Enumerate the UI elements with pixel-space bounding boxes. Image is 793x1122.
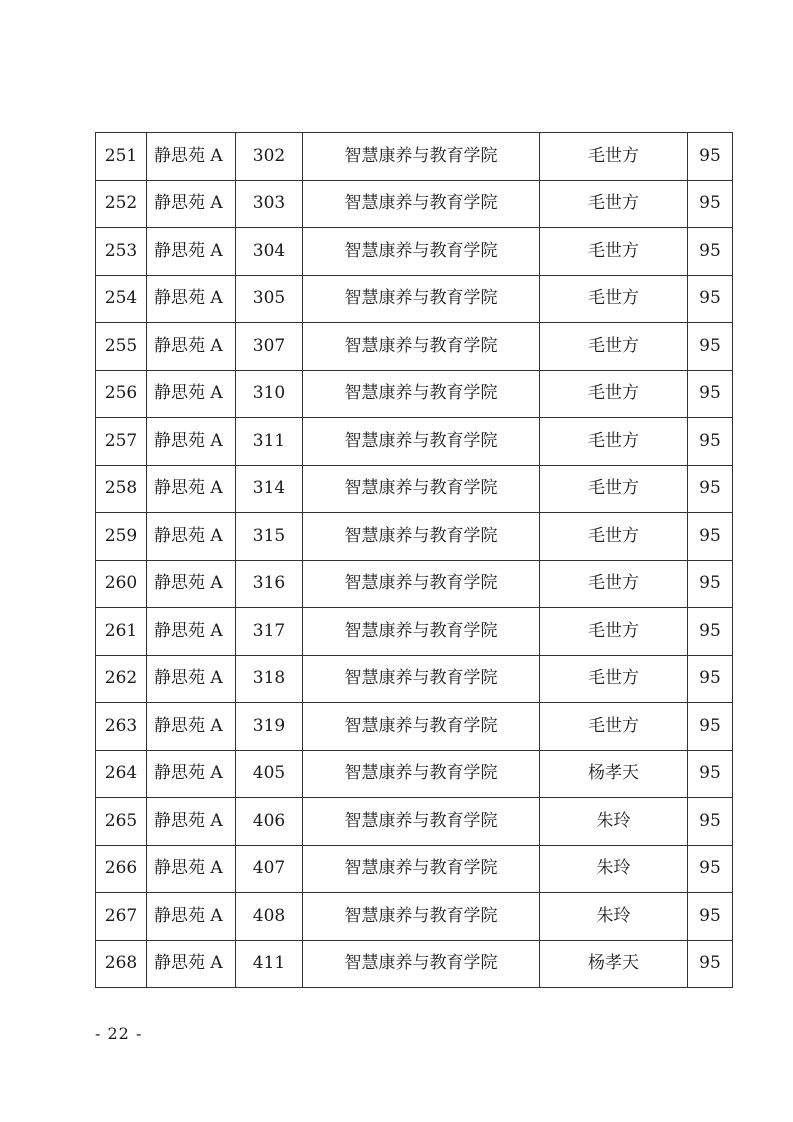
score-cell: 95 <box>688 418 733 466</box>
table-row <box>96 798 733 846</box>
score-cell: 95 <box>688 513 733 561</box>
table-body <box>96 133 733 988</box>
page-number: - 22 - <box>95 1024 143 1043</box>
room-number-cell: 408 <box>236 893 303 941</box>
responsible-person-cell: 毛世方 <box>540 513 688 561</box>
room-number-cell: 315 <box>236 513 303 561</box>
table-row <box>96 418 733 466</box>
room-number-cell: 311 <box>236 418 303 466</box>
responsible-person-cell: 杨孝天 <box>540 940 688 988</box>
responsible-person-cell: 毛世方 <box>540 703 688 751</box>
table-row <box>96 845 733 893</box>
row-number-cell: 265 <box>96 798 147 846</box>
score-cell: 95 <box>688 275 733 323</box>
table-row <box>96 608 733 656</box>
responsible-person-cell: 毛世方 <box>540 323 688 371</box>
row-number-cell: 257 <box>96 418 147 466</box>
college-cell: 智慧康养与教育学院 <box>303 133 540 181</box>
dorm-building-cell: 静思苑 A <box>147 418 236 466</box>
responsible-person-cell: 毛世方 <box>540 180 688 228</box>
dorm-building-cell: 静思苑 A <box>147 370 236 418</box>
responsible-person-cell: 朱玲 <box>540 845 688 893</box>
row-number-cell: 259 <box>96 513 147 561</box>
dorm-building-cell: 静思苑 A <box>147 608 236 656</box>
dormitory-score-table <box>95 132 733 988</box>
room-number-cell: 318 <box>236 655 303 703</box>
room-number-cell: 303 <box>236 180 303 228</box>
score-cell: 95 <box>688 228 733 276</box>
room-number-cell: 307 <box>236 323 303 371</box>
responsible-person-cell: 毛世方 <box>540 608 688 656</box>
room-number-cell: 319 <box>236 703 303 751</box>
room-number-cell: 406 <box>236 798 303 846</box>
table-row <box>96 750 733 798</box>
row-number-cell: 261 <box>96 608 147 656</box>
row-number-cell: 267 <box>96 893 147 941</box>
room-number-cell: 310 <box>236 370 303 418</box>
room-number-cell: 407 <box>236 845 303 893</box>
room-number-cell: 405 <box>236 750 303 798</box>
row-number-cell: 253 <box>96 228 147 276</box>
score-cell: 95 <box>688 370 733 418</box>
dorm-building-cell: 静思苑 A <box>147 845 236 893</box>
row-number-cell: 252 <box>96 180 147 228</box>
row-number-cell: 260 <box>96 560 147 608</box>
row-number-cell: 256 <box>96 370 147 418</box>
college-cell: 智慧康养与教育学院 <box>303 703 540 751</box>
responsible-person-cell: 毛世方 <box>540 465 688 513</box>
score-cell: 95 <box>688 323 733 371</box>
responsible-person-cell: 毛世方 <box>540 418 688 466</box>
college-cell: 智慧康养与教育学院 <box>303 608 540 656</box>
score-cell: 95 <box>688 180 733 228</box>
room-number-cell: 304 <box>236 228 303 276</box>
table-row <box>96 228 733 276</box>
table-row <box>96 513 733 561</box>
dorm-building-cell: 静思苑 A <box>147 180 236 228</box>
dorm-building-cell: 静思苑 A <box>147 133 236 181</box>
dorm-building-cell: 静思苑 A <box>147 893 236 941</box>
score-cell: 95 <box>688 845 733 893</box>
dorm-building-cell: 静思苑 A <box>147 228 236 276</box>
college-cell: 智慧康养与教育学院 <box>303 465 540 513</box>
college-cell: 智慧康养与教育学院 <box>303 180 540 228</box>
table-row <box>96 275 733 323</box>
table-row <box>96 893 733 941</box>
responsible-person-cell: 朱玲 <box>540 798 688 846</box>
score-cell: 95 <box>688 560 733 608</box>
college-cell: 智慧康养与教育学院 <box>303 560 540 608</box>
score-cell: 95 <box>688 940 733 988</box>
score-cell: 95 <box>688 465 733 513</box>
row-number-cell: 258 <box>96 465 147 513</box>
table-row <box>96 323 733 371</box>
dorm-building-cell: 静思苑 A <box>147 798 236 846</box>
responsible-person-cell: 毛世方 <box>540 228 688 276</box>
college-cell: 智慧康养与教育学院 <box>303 893 540 941</box>
college-cell: 智慧康养与教育学院 <box>303 845 540 893</box>
dorm-building-cell: 静思苑 A <box>147 655 236 703</box>
score-cell: 95 <box>688 133 733 181</box>
college-cell: 智慧康养与教育学院 <box>303 275 540 323</box>
dorm-building-cell: 静思苑 A <box>147 513 236 561</box>
row-number-cell: 262 <box>96 655 147 703</box>
room-number-cell: 411 <box>236 940 303 988</box>
table-row <box>96 180 733 228</box>
responsible-person-cell: 毛世方 <box>540 133 688 181</box>
row-number-cell: 255 <box>96 323 147 371</box>
table-row <box>96 560 733 608</box>
table-row <box>96 940 733 988</box>
dorm-building-cell: 静思苑 A <box>147 940 236 988</box>
college-cell: 智慧康养与教育学院 <box>303 655 540 703</box>
table-row <box>96 655 733 703</box>
score-cell: 95 <box>688 608 733 656</box>
table-row <box>96 133 733 181</box>
college-cell: 智慧康养与教育学院 <box>303 513 540 561</box>
responsible-person-cell: 毛世方 <box>540 560 688 608</box>
dorm-building-cell: 静思苑 A <box>147 703 236 751</box>
row-number-cell: 254 <box>96 275 147 323</box>
college-cell: 智慧康养与教育学院 <box>303 798 540 846</box>
row-number-cell: 251 <box>96 133 147 181</box>
college-cell: 智慧康养与教育学院 <box>303 940 540 988</box>
row-number-cell: 263 <box>96 703 147 751</box>
college-cell: 智慧康养与教育学院 <box>303 418 540 466</box>
responsible-person-cell: 朱玲 <box>540 893 688 941</box>
college-cell: 智慧康养与教育学院 <box>303 750 540 798</box>
college-cell: 智慧康养与教育学院 <box>303 228 540 276</box>
dorm-building-cell: 静思苑 A <box>147 465 236 513</box>
dorm-building-cell: 静思苑 A <box>147 275 236 323</box>
score-cell: 95 <box>688 655 733 703</box>
score-cell: 95 <box>688 750 733 798</box>
table-row <box>96 370 733 418</box>
room-number-cell: 314 <box>236 465 303 513</box>
responsible-person-cell: 毛世方 <box>540 370 688 418</box>
dorm-building-cell: 静思苑 A <box>147 323 236 371</box>
table-row <box>96 465 733 513</box>
row-number-cell: 264 <box>96 750 147 798</box>
room-number-cell: 302 <box>236 133 303 181</box>
row-number-cell: 268 <box>96 940 147 988</box>
room-number-cell: 317 <box>236 608 303 656</box>
responsible-person-cell: 毛世方 <box>540 655 688 703</box>
college-cell: 智慧康养与教育学院 <box>303 370 540 418</box>
room-number-cell: 305 <box>236 275 303 323</box>
responsible-person-cell: 杨孝天 <box>540 750 688 798</box>
dorm-building-cell: 静思苑 A <box>147 560 236 608</box>
responsible-person-cell: 毛世方 <box>540 275 688 323</box>
college-cell: 智慧康养与教育学院 <box>303 323 540 371</box>
room-number-cell: 316 <box>236 560 303 608</box>
score-cell: 95 <box>688 798 733 846</box>
score-cell: 95 <box>688 703 733 751</box>
score-cell: 95 <box>688 893 733 941</box>
table-row <box>96 703 733 751</box>
dorm-building-cell: 静思苑 A <box>147 750 236 798</box>
row-number-cell: 266 <box>96 845 147 893</box>
